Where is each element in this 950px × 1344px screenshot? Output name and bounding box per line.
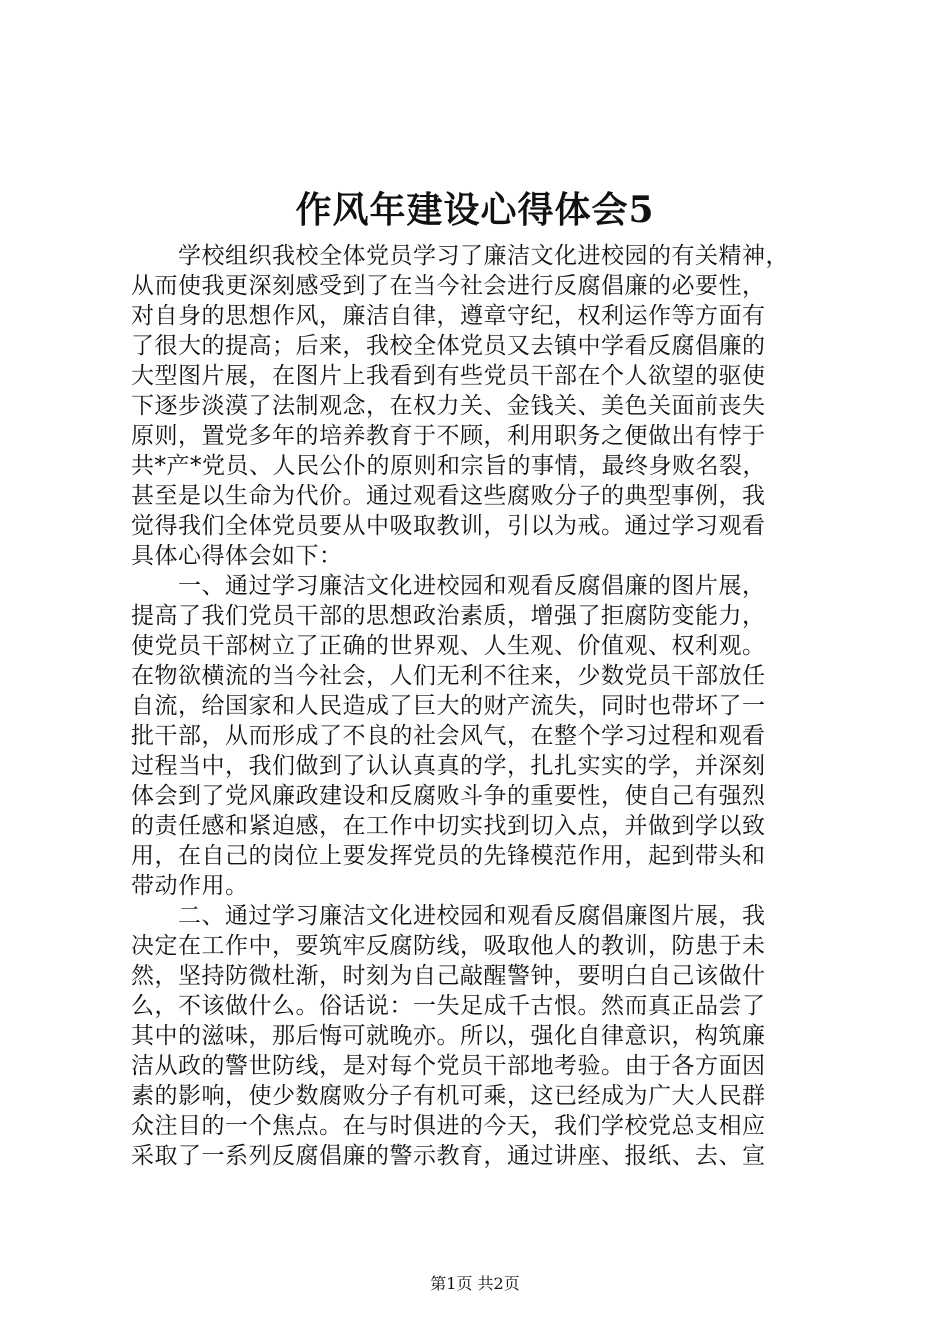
text-line: 在物欲横流的当今社会，人们无利不往来，少数党员干部放任	[131, 663, 766, 689]
text-line: 一、通过学习廉洁文化进校园和观看反腐倡廉的图片展，	[131, 573, 766, 599]
text-line: 对自身的思想作风，廉洁自律，遵章守纪，权利运作等方面有	[131, 303, 766, 329]
text-line: 提高了我们党员干部的思想政治素质，增强了拒腐防变能力，	[131, 603, 766, 629]
text-line: 大型图片展，在图片上我看到有些党员干部在个人欲望的驱使	[131, 363, 766, 389]
text-line: 素的影响，使少数腐败分子有机可乘，这已经成为广大人民群	[131, 1083, 766, 1109]
text-line: 批干部，从而形成了不良的社会风气，在整个学习过程和观看	[131, 723, 766, 749]
page-footer: 第1页 共2页	[430, 1274, 520, 1293]
text-line: 用，在自己的岗位上要发挥党员的先锋模范作用，起到带头和	[131, 843, 766, 869]
text-line: 众注目的一个焦点。在与时俱进的今天，我们学校党总支相应	[131, 1113, 766, 1139]
text-line: 下逐步淡漠了法制观念，在权力关、金钱关、美色关面前丧失	[131, 393, 766, 419]
text-line: 学校组织我校全体党员学习了廉洁文化进校园的有关精神，	[131, 243, 789, 269]
text-line: 觉得我们全体党员要从中吸取教训，引以为戒。通过学习观看	[131, 513, 766, 539]
text-line: 从而使我更深刻感受到了在当今社会进行反腐倡廉的必要性，	[131, 273, 766, 299]
text-line: 然，坚持防微杜渐，时刻为自己敲醒警钟，要明白自己该做什	[131, 963, 766, 989]
text-line: 洁从政的警世防线，是对每个党员干部地考验。由于各方面因	[131, 1053, 766, 1079]
text-line: 么，不该做什么。俗话说：一失足成千古恨。然而真正品尝了	[131, 993, 766, 1019]
body-text	[131, 241, 831, 1171]
text-line: 共*产*党员、人民公仆的原则和宗旨的事情，最终身败名裂，	[131, 453, 766, 479]
text-line: 二、通过学习廉洁文化进校园和观看反腐倡廉图片展，我	[131, 903, 766, 929]
page-title: 作风年建设心得体会5	[295, 189, 655, 231]
text-line: 决定在工作中，要筑牢反腐防线，吸取他人的教训，防患于未	[131, 933, 766, 959]
text-line: 带动作用。	[131, 873, 249, 899]
text-line: 使党员干部树立了正确的世界观、人生观、价值观、权利观。	[131, 633, 766, 659]
text-line: 甚至是以生命为代价。通过观看这些腐败分子的典型事例，我	[131, 483, 766, 509]
text-line: 具体心得体会如下：	[131, 543, 343, 569]
text-line: 了很大的提高；后来，我校全体党员又去镇中学看反腐倡廉的	[131, 333, 766, 359]
text-line: 的责任感和紧迫感，在工作中切实找到切入点，并做到学以致	[131, 813, 766, 839]
text-line: 原则，置党多年的培养教育于不顾，利用职务之便做出有悖于	[131, 423, 766, 449]
text-line: 其中的滋味，那后悔可就晚亦。所以，强化自律意识，构筑廉	[131, 1023, 766, 1049]
text-line: 采取了一系列反腐倡廉的警示教育，通过讲座、报纸、去、宣	[131, 1143, 766, 1169]
text-line: 体会到了党风廉政建设和反腐败斗争的重要性，使自己有强烈	[131, 783, 766, 809]
text-line: 自流，给国家和人民造成了巨大的财产流失，同时也带坏了一	[131, 693, 766, 719]
text-line: 过程当中，我们做到了认认真真的学，扎扎实实的学，并深刻	[131, 753, 766, 779]
